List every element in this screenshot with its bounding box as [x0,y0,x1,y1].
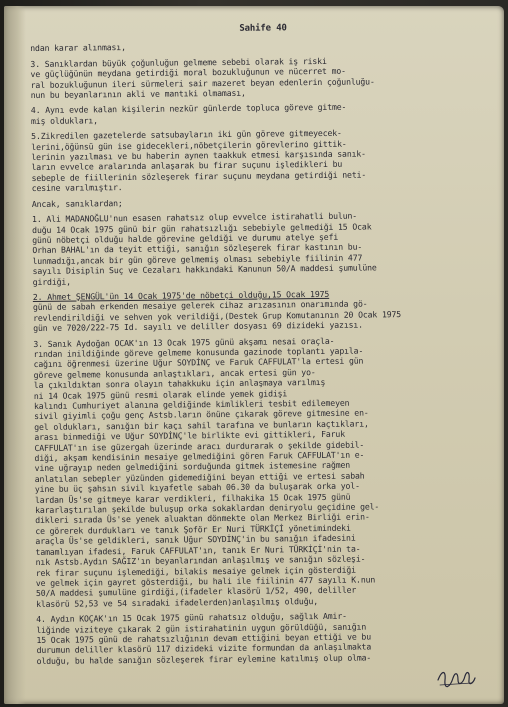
document-text [30,21,503,671]
text-line: yine bu üç şahsın sivil kıyafetle sabah 06.30 da buluşarak orka yol- [34,480,360,495]
text-line: la çıkıldıktan sonra olayın tahakkuku için anlaşmaya varılmış [33,377,326,391]
text-line: Orhan BAHAL'ın da teyit ettiği, sanığın sözleşerek firar kastının bu- [32,241,363,256]
page-binding-edge [4,6,26,704]
text-line: cağını öğrenmesi üzerine Uğur SOYDİNÇ ve Faruk CAFFULAT'la ertesi gün [33,355,364,370]
text-line: günü de sabah erkenden mesaiye gelerek cihaz arızasının onarımında gö- [32,298,368,313]
text-line: arası binmediği ve Uğur SOYDİNÇ'le birlikte evi gittikleri, Faruk [34,428,345,443]
text-line: lardan Üs'se gitmeye karar verdikleri, filhakika 15 Ocak 1975 günü [34,491,351,505]
text-line: anlatılan sebepler yüzünden gidemediğini beyan ettiği ve ertesi sabah [34,470,365,484]
paragraph-1 [30,54,496,101]
text-line: miş oldukları, [30,115,98,126]
text-line: kararlaştırılan şekilde buluşup orka sokaklardan deniryolu geçidine gel- [35,501,380,516]
text-line: liğinde viziteye çıkarak 2 gün istirahatinin uygun görüldüğü, sanığın [36,621,367,635]
text-line: ni 14 Ocak 1975 günü resmi olarak elinde yemek gidişi [33,387,288,401]
handwritten-signature [436,666,476,690]
paragraph-0 [30,39,496,54]
paragraph-2 [31,101,497,127]
text-line: vine uğrayıp neden gelmediğini sorduğunda gitmek istemesine rağmen [34,460,351,474]
text-line: günü nöbetçi olduğu halde görevine geldiği ve durumu atelye şefi [32,231,339,245]
text-line: 50/A maddesi şumulüne girdiği,(ifadeler klasörü 1/52, 490, deliller [35,584,357,599]
paragraph-3 [31,126,498,193]
text-line: diği, akşam kendisinin mesaiye gelmediğini gören Faruk CAFFULAT'ın e- [34,449,365,464]
text-line: sivil giyimli çoğu genç Astsb.ların önüne çıkarak göreve gitmesine en- [34,407,369,422]
text-line: lerini,öğünsü gün ise gidecekleri,nöbetçilerin görevlerino gittik- [31,138,347,152]
text-line: 5.Zikredilen gazetelerde satsubayların iki gün göreve gitmeyecek- [31,127,342,142]
text-line: olduğu, bu halde sanığın sözleşerek firar eylemine katılmış olup olma- [36,652,372,666]
text-line: 1. Ali MADANOĞLU'nun esasen rahatsız olup evvelce istirahatli bulun- [31,210,358,225]
text-line: durumun deliller klasörü 117 dizideki vizite formundan da anlaşılmakta [36,641,372,656]
text-line: ral bozukluğunun ileri sürmeleri sair mazeret beyan edenlerin çoğunluğu- [30,76,375,90]
text-line: girdiği, [32,276,71,287]
text-line: rından inildiğinde göreve gelmeme konusunda gazinode toplantı yapıla- [33,345,364,359]
text-line: duğu 14 Ocak 1975 günü bir gün rahatsızlığı sebebiyle gelmediği 15 Ocak [32,220,372,235]
text-line: ve gelmek için gayret gösterdiği, bu hali ile fiilinin 477 sayılı K.nun [35,574,376,588]
text-line: göreve gelmeme konusunda anlaştıkları, ancak ertesi gün yo- [33,366,316,380]
text-line: 4. Aydın KOÇAK'ın 15 Ocak 1975 günü rahatsız olduğu, sağlık Amir- [36,610,347,625]
text-line: rek firar suçunu işlemediği, bilakis mesaiye gelmek için gösterdiği [35,564,356,578]
page-header: Sahife 40 [239,23,287,34]
text-line: 2. Ahmet ŞENGÜL'ün 14 Ocak 1975'de nöbetçi olduğu,15 Ocak 1975 [32,288,330,302]
text-line: lunmadığı,ancak bir gün göreve gelmemiş olması sebebiyle fiilinin 477 [32,252,363,266]
text-line: ce görerek durdukları ve tanık Şoför Er Nuri TÜRKİÇİ yönetimindeki [35,522,351,536]
text-line: nık Astsb.Aydın SAĞIZ'ın beyanlarından anlaşılmış ve sanığın sözleşi- [35,553,366,568]
text-line: dikleri sırada Üs'se yenek aluaktan dönmekte olan Merkez Birliği erin- [35,511,370,526]
text-line: tamamlıyan ifadesi, Faruk CAFFULAT'ın, tanık Er Nuri TÜRKİÇİ'nin ta- [35,543,361,557]
text-line: kalındı Cumhuriyet alanına geldiğinde kimlikleri tesbit edilemeyen [33,397,350,411]
text-line: ların evvelce aralarında anlaşarak bu firar suçunu işledikleri bu [31,159,343,173]
paragraph-5 [32,209,499,287]
document-page [4,6,504,704]
text-line: 3. Sanık Aydoğan OCAK'ın 13 Ocak 1975 günü akşamı nesai oraçla- [33,335,335,349]
paragraphs [30,39,502,667]
text-line: klasörü 52,53 ve 54 sıradaki ifadelerden)anlaşılmış olduğu, [35,595,319,609]
text-line: revlendirildiği ve sehven yok verildiği,(Destek Grup Komutanının 20 Ocak 1975 [33,308,402,323]
text-line: gün ve 7020/222-75 Id. sayılı ve deliller dosyası 69 dizideki yazısı. [33,319,363,334]
text-line: cesine varılmıştır. [31,182,123,194]
paragraph-8 [36,609,503,666]
paragraph-4 [32,194,498,209]
text-line: 15 Ocak 1975 günü de rahatsızlığının devam ettiğini beyan ettiği ve bu [36,631,372,645]
text-line: 4. Aynı evde kalan kişilerin nezkür günlerde topluca göreve gitme- [30,102,347,116]
paragraph-6 [33,287,499,334]
text-line: CAFFULAT'ın ise güzergah üzerinde aracı durdurarak o şekilde gidebil- [34,439,365,453]
text-line: nun bu beyanlarının akli ve mantıki olmaması, [30,87,246,101]
text-line: 3. Sanıklardan büyük çoğunluğun gelmeme sebebi olarak iş riski [30,55,327,69]
paragraph-7 [33,334,502,609]
text-line: sayılı Disiplin Suç ve Cezaları hakkındaki Kanunun 50/A maddesi şumulüne [32,262,377,277]
text-line: araçla Üs'se geldikleri, sanık Uğur SOYDİNÇ'in bu sanığın ifadesini [35,532,356,547]
text-line: Ancak, sanıklardan; [31,197,123,209]
text-line: ve güçlüğünün meydana getirdiği moral bozukluğunun ve nücerret mo- [30,65,346,80]
text-line: sebeple de fiillerinin sözleşerek firar suçunu meydana getirdiği neti- [31,169,367,183]
text-line: ndan karar alınması, [30,42,126,54]
text-line: lerinin yazılması ve bu haberin aynen taakkuk etmesi karşısında sanık- [31,148,366,163]
text-line: gel oldukları, sanığın bir kaçı sahil tarafına ve bunların kaçtıkları, [34,418,369,432]
